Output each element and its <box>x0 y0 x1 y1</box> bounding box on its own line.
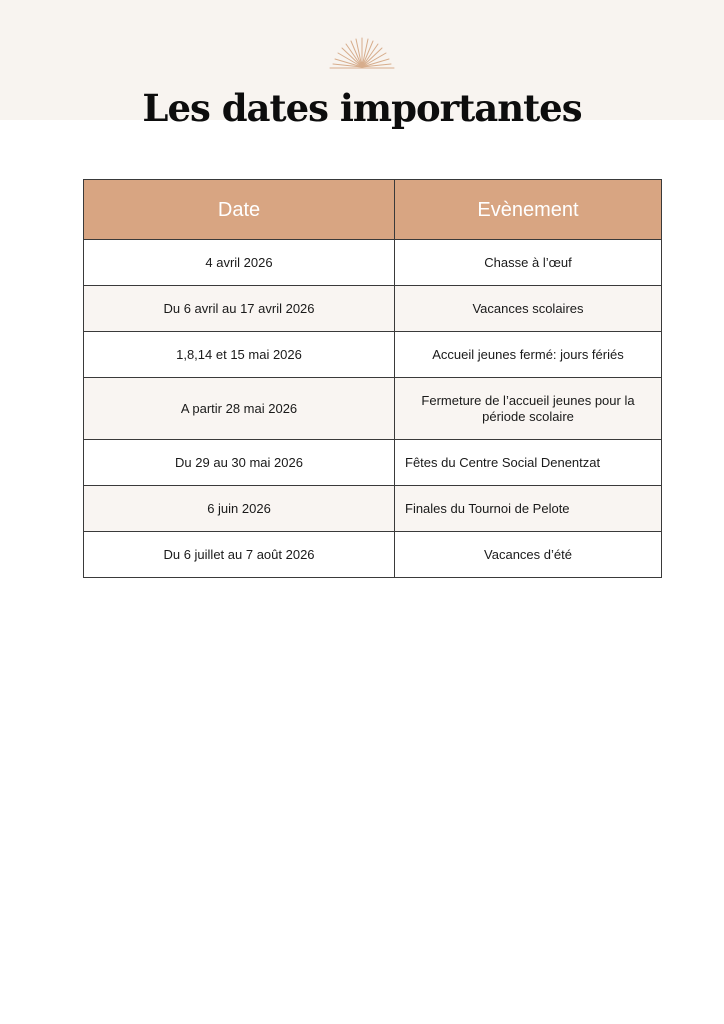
table-row <box>84 440 662 486</box>
sunburst-icon <box>328 34 396 70</box>
date-cell: 1,8,14 et 15 mai 2026 <box>84 332 395 378</box>
column-header-event: Evènement <box>395 180 662 240</box>
table-row <box>84 286 662 332</box>
date-cell: 6 juin 2026 <box>84 486 395 532</box>
table-row <box>84 240 662 286</box>
date-cell: 4 avril 2026 <box>84 240 395 286</box>
column-header-date: Date <box>84 180 395 240</box>
event-cell: Vacances scolaires <box>395 286 662 332</box>
date-cell: Du 6 juillet au 7 août 2026 <box>84 532 395 578</box>
event-cell: Vacances d’été <box>395 532 662 578</box>
dates-table <box>83 179 662 578</box>
table-row <box>84 378 662 440</box>
date-cell: Du 29 au 30 mai 2026 <box>84 440 395 486</box>
event-cell: Fêtes du Centre Social Denentzat <box>395 440 662 486</box>
event-cell: Chasse à l’œuf <box>395 240 662 286</box>
date-cell: Du 6 avril au 17 avril 2026 <box>84 286 395 332</box>
date-cell: A partir 28 mai 2026 <box>84 378 395 440</box>
event-cell: Finales du Tournoi de Pelote <box>395 486 662 532</box>
table-row <box>84 486 662 532</box>
table-header-row <box>84 180 662 240</box>
event-cell: Accueil jeunes fermé: jours fériés <box>395 332 662 378</box>
table-row <box>84 532 662 578</box>
page-title: Les dates importantes <box>142 86 582 130</box>
event-cell: Fermeture de l’accueil jeunes pour la période scolaire <box>395 378 662 440</box>
table-row <box>84 332 662 378</box>
